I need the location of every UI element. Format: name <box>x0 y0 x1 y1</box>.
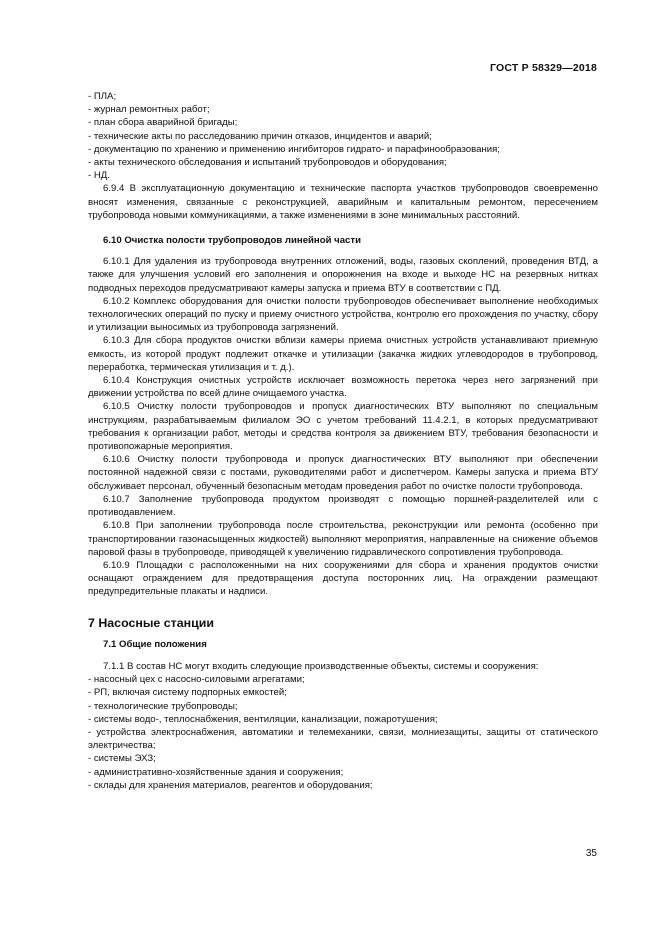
list-item: - административно-хозяйственные здания и сооружения; <box>88 766 344 778</box>
page-number: 35 <box>585 848 597 859</box>
paragraph-6-10-9: 6.10.9 Площадки с расположенными на них сооружениями для сбора и хранения продуктов очистки оснащают ограждением для предотвращения доступа посторонних лиц. На ограждении размещают предупредительные плакаты и надписи. <box>88 559 598 598</box>
list-item: - системы ЭХЗ; <box>88 753 156 765</box>
list-item: - технологические трубопроводы; <box>88 700 238 712</box>
documentation-list <box>88 90 598 182</box>
paragraph-6-10-1: 6.10.1 Для удаления из трубопровода внутренних отложений, воды, газовых скоплений, проведения ВТД, а также для улучшения условий его заполнения и опорожнения на входе и выходе НС на резервных нитках подводных переходов предусматривают камеры запуска и приема ВТУ в соответствии с ПД. <box>88 256 598 294</box>
paragraph-7-1-1: 7.1.1 В состав НС могут входить следующие производственные объекты, системы и сооружения: <box>103 660 539 672</box>
paragraph-6-10-8: 6.10.8 При заполнении трубопровода после строительства, реконструкции или ремонта (особенно при транспортировании газонасыщенных жидкостей) выполняют мероприятия, направленные на снижение объемов паровой фазы в трубопроводе, приводящей к увеличению гидравлического сопротивления трубопровода. <box>88 520 598 558</box>
paragraph-6-10-5: 6.10.5 Очистку полости трубопроводов и пропуск диагностических ВТУ выполняют по специальным инструкциям, разрабатываемым филиалом ЭО с учетом требований 11.4.2.1, в которых предусматривают требования к организации работ, методы и средства контроля за движением ВТУ, требования безопасности и противопожарные мероприятия. <box>88 401 598 453</box>
paragraph-6-10-3: 6.10.3 Для сбора продуктов очистки вблизи камеры приема очистных устройств устанавливают приемную емкость, из которой продукт подлежит откачке и утилизации (закачка жидких углеводородов в трубопровод, переработка, термическая утилизация и т. д.). <box>88 335 598 373</box>
paragraph-6-10-6: 6.10.6 Очистку полости трубопровода и пропуск диагностических ВТУ выполняют при обеспечении постоянной надежной связи с постами, руководителями работ и диспетчером. Камеры запуска и приема ВТУ обслуживает персонал, обученный безопасным методам проведения работ по очистке полости трубопровода. <box>88 454 598 492</box>
list-item: - склады для хранения материалов, реагентов и оборудования; <box>88 779 373 791</box>
list-item: - насосный цех с насосно-силовыми агрегатами; <box>88 674 305 686</box>
paragraph-6-9-4: 6.9.4 В эксплуатационную документацию и технические паспорта участков трубопроводов своевременно вносят изменения, связанные с реконструкцией, аварийным и капитальным ремонтом, пересечением трубопровода новыми коммуникациями, а также изменениями в зоне минимальных расстояний. <box>88 183 598 221</box>
subsection-heading-7-1: 7.1 Общие положения <box>103 638 207 650</box>
list-item: - РП, включая систему подпорных емкостей; <box>88 687 287 699</box>
paragraph-6-10-7: 6.10.7 Заполнение трубопровода продуктом производят с помощью поршней-разделителей или с противодавлением. <box>88 493 598 519</box>
list-item: - НД. <box>88 170 110 182</box>
list-item: - журнал ремонтных работ; <box>88 104 210 116</box>
list-item: - устройства электроснабжения, автоматики и телемеханики, связи, молниезащиты, защиты от статического электричества; <box>88 726 598 752</box>
list-item: - технические акты по расследованию причин отказов, инцидентов и аварий; <box>88 130 432 142</box>
list-item: - системы водо-, теплоснабжения, вентиляции, канализации, пожаротушения; <box>88 713 438 725</box>
station-composition-list <box>88 673 598 792</box>
list-item: - план сбора аварийной бригады; <box>88 117 238 129</box>
list-item: - документацию по хранению и применению ингибиторов гидрато- и парафинообразования; <box>88 143 500 155</box>
list-item: - ПЛА; <box>88 91 117 102</box>
paragraph-6-10-4: 6.10.4 Конструкция очистных устройств исключает возможность перетока через него загрязнений при движении устройства по всей длине очищаемого участка. <box>88 375 598 400</box>
standard-designation: ГОСТ Р 58329—2018 <box>489 62 597 74</box>
section-heading-7: 7 Насосные станции <box>88 615 214 630</box>
page-content <box>88 90 598 792</box>
section-heading-6-10: 6.10 Очистка полости трубопроводов линейной части <box>103 235 361 247</box>
paragraph-6-10-2: 6.10.2 Комплекс оборудования для очистки полости трубопроводов обеспечивает выполнение необходимых технологических операций по пуску и приему очистного устройства, контролю его прохождения по участку, сбору и утилизации выносимых из трубопровода загрязнений. <box>88 295 598 334</box>
list-item: - акты технического обследования и испытаний трубопроводов и оборудования; <box>88 157 447 169</box>
